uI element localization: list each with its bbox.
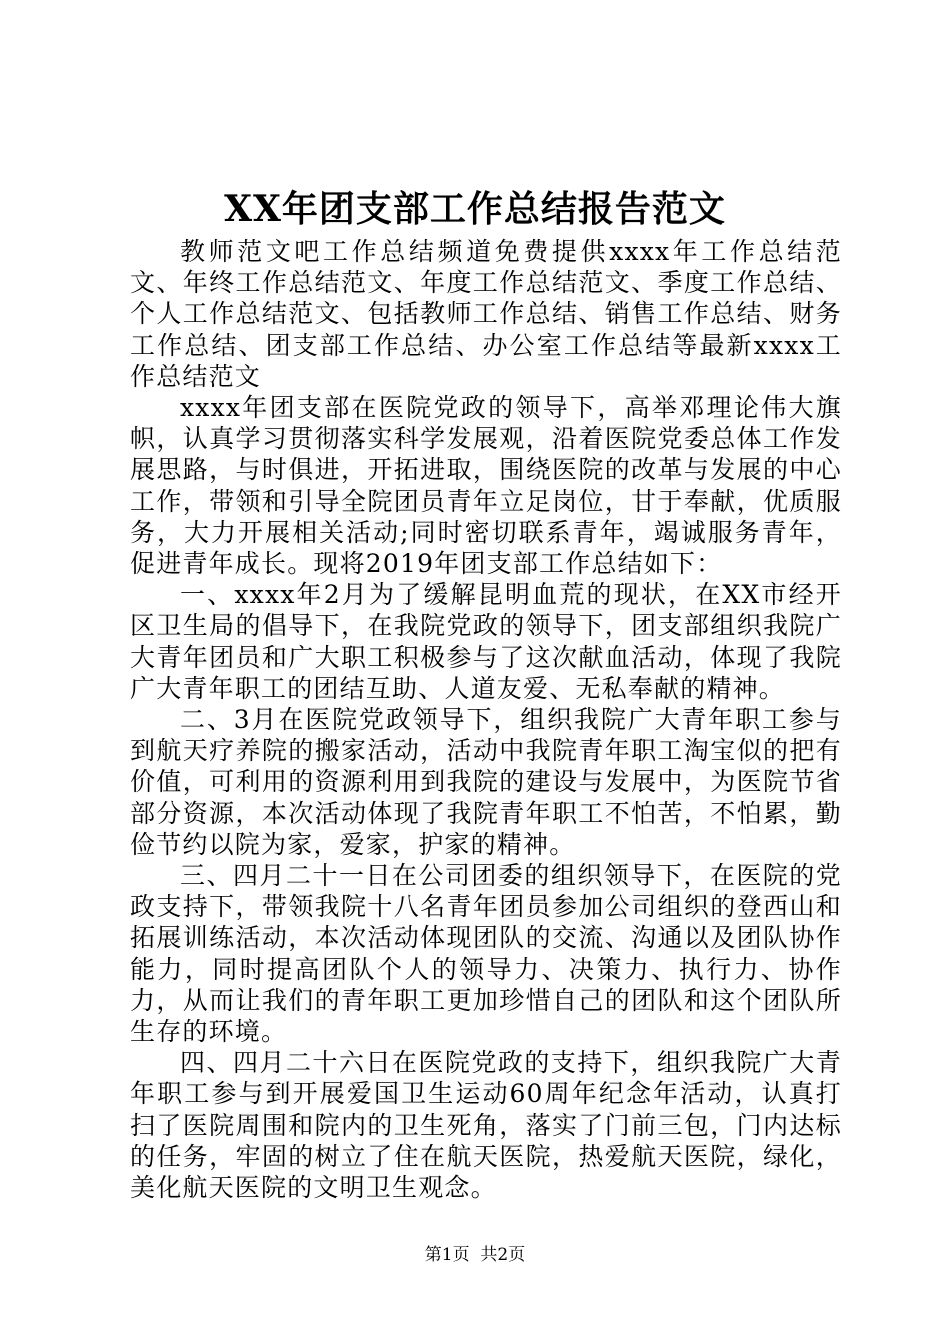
page-number: 第1页 (424, 1245, 470, 1265)
summary-paragraph: xxxx年团支部在医院党政的领导下，高举邓理论伟大旗帜，认真学习贯彻落实科学发展观，沿着医院党委总体工作发展思路，与时俱进，开拓进取，围绕医院的改革与发展的中心工作，带领和引导全院团员青年立足岗位，甘于奉献，优质服务，大力开展相关活动;同时密切联系青年，竭诚服务青年，促进青年成长。现将2019年团支部工作总结如下： (130, 393, 842, 579)
document-title: XX年团支部工作总结报告范文 (224, 188, 726, 230)
item-paragraph-4: 四、四月二十六日在医院党政的支持下，组织我院广大青年职工参与到开展爱国卫生运动60周年纪念年活动，认真打扫了医院周围和院内的卫生死角，落实了门前三包，门内达标的任务，牢固的树立了住在航天医院，热爱航天医院，绿化，美化航天医院的文明卫生观念。 (130, 1048, 842, 1203)
page-footer (0, 1243, 950, 1267)
intro-paragraph: 教师范文吧工作总结频道免费提供xxxx年工作总结范文、年终工作总结范文、年度工作总结范文、季度工作总结、个人工作总结范文、包括教师工作总结、销售工作总结、财务工作总结、团支部工作总结、办公室工作总结等最新xxxx工作总结范文 (130, 237, 842, 391)
page-total: 共2页 (480, 1245, 526, 1265)
item-paragraph-2: 二、3月在医院党政领导下，组织我院广大青年职工参与到航天疗养院的搬家活动，活动中我院青年职工淘宝似的把有价值，可利用的资源利用到我院的建设与发展中，为医院节省部分资源，本次活动体现了我院青年职工不怕苦，不怕累，勤俭节约以院为家，爱家，护家的精神。 (130, 705, 842, 859)
document-body (130, 236, 842, 1203)
item-paragraph-3: 三、四月二十一日在公司团委的组织领导下，在医院的党政支持下，带领我院十八名青年团员参加公司组织的登西山和拓展训练活动，本次活动体现团队的交流、沟通以及团队协作能力，同时提高团队个人的领导力、决策力、执行力、协作力，从而让我们的青年职工更加珍惜自己的团队和这个团队所生存的环境。 (130, 861, 842, 1047)
item-paragraph-1: 一、xxxx年2月为了缓解昆明血荒的现状，在XX市经开区卫生局的倡导下，在我院党政的领导下，团支部组织我院广大青年团员和广大职工积极参与了这次献血活动，体现了我院广大青年职工的团结互助、人道友爱、无私奉献的精神。 (130, 580, 842, 703)
